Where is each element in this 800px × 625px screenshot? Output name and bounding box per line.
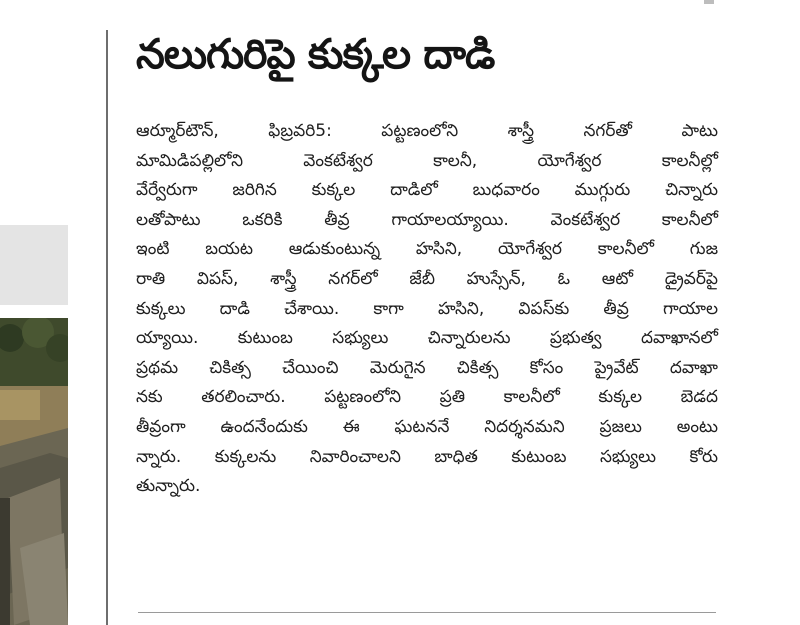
- article-line: లతోపాటు ఒకరికి తీవ్ర గాయాలయ్యాయి. వెంకటేశ్వర కాలనీలో: [136, 209, 718, 230]
- article-line: ఇంటి బయట ఆడుకుంటున్న హసిని, యోగేశ్వర కాలనీలో గుజ: [136, 239, 718, 260]
- article-headline: నలుగురిపై కుక్కల దాడి: [136, 30, 495, 78]
- article-line: య్యాయి. కుటుంబ సభ్యులు చిన్నారులను ప్రభుత్వ దవాఖానలో: [136, 328, 718, 349]
- article-line: వేర్వేరుగా జరిగిన కుక్కల దాడిలో బుధవారం ముగ్గురు చిన్నారు: [136, 180, 718, 201]
- article-line: తున్నారు.: [136, 476, 201, 497]
- article-line: ప్రథమ చికిత్స చేయించి మెరుగైన చికిత్స కోసం ప్రైవేట్ దవాఖా: [136, 357, 718, 378]
- article-line: ఆర్మూర్‌టౌన్, ఫిబ్రవరి5: పట్టణంలోని శాస్త్రీ నగర్‌తో పాటు: [136, 121, 718, 141]
- article-line: మామిడిపల్లిలోని వెంకటేశ్వర కాలనీ, యోగేశ్వర కాలనీల్లో: [136, 150, 718, 171]
- adjacent-article-column: [0, 0, 100, 625]
- article-line: రాతి విపస్, శాస్త్రీ నగర్‌లో జేబీ హుస్సేన్, ఓ ఆటో డ్రైవర్‌పై: [136, 268, 718, 289]
- article-body: [136, 117, 718, 502]
- adjacent-photo: [0, 318, 68, 625]
- bottom-rule: [138, 612, 716, 613]
- column-divider: [106, 30, 108, 625]
- top-edge-mark: [704, 0, 714, 4]
- article-line: కుక్కలు దాడి చేశాయి. కాగా హసిని, విపస్‌కు తీవ్ర గాయాల: [136, 298, 718, 319]
- article-line: న్నారు. కుక్కలను నివారించాలని బాధిత కుటుంబ సభ్యులు కోరు: [136, 446, 718, 467]
- article-line: నకు తరలించారు. పట్టణంలోని ప్రతి కాలనీలో కుక్కల బెడద: [136, 387, 718, 408]
- adjacent-gray-box: [0, 225, 68, 305]
- article-line: తీవ్రంగా ఉందనేందుకు ఈ ఘటననే నిదర్శనమని ప్రజలు అంటు: [136, 416, 718, 437]
